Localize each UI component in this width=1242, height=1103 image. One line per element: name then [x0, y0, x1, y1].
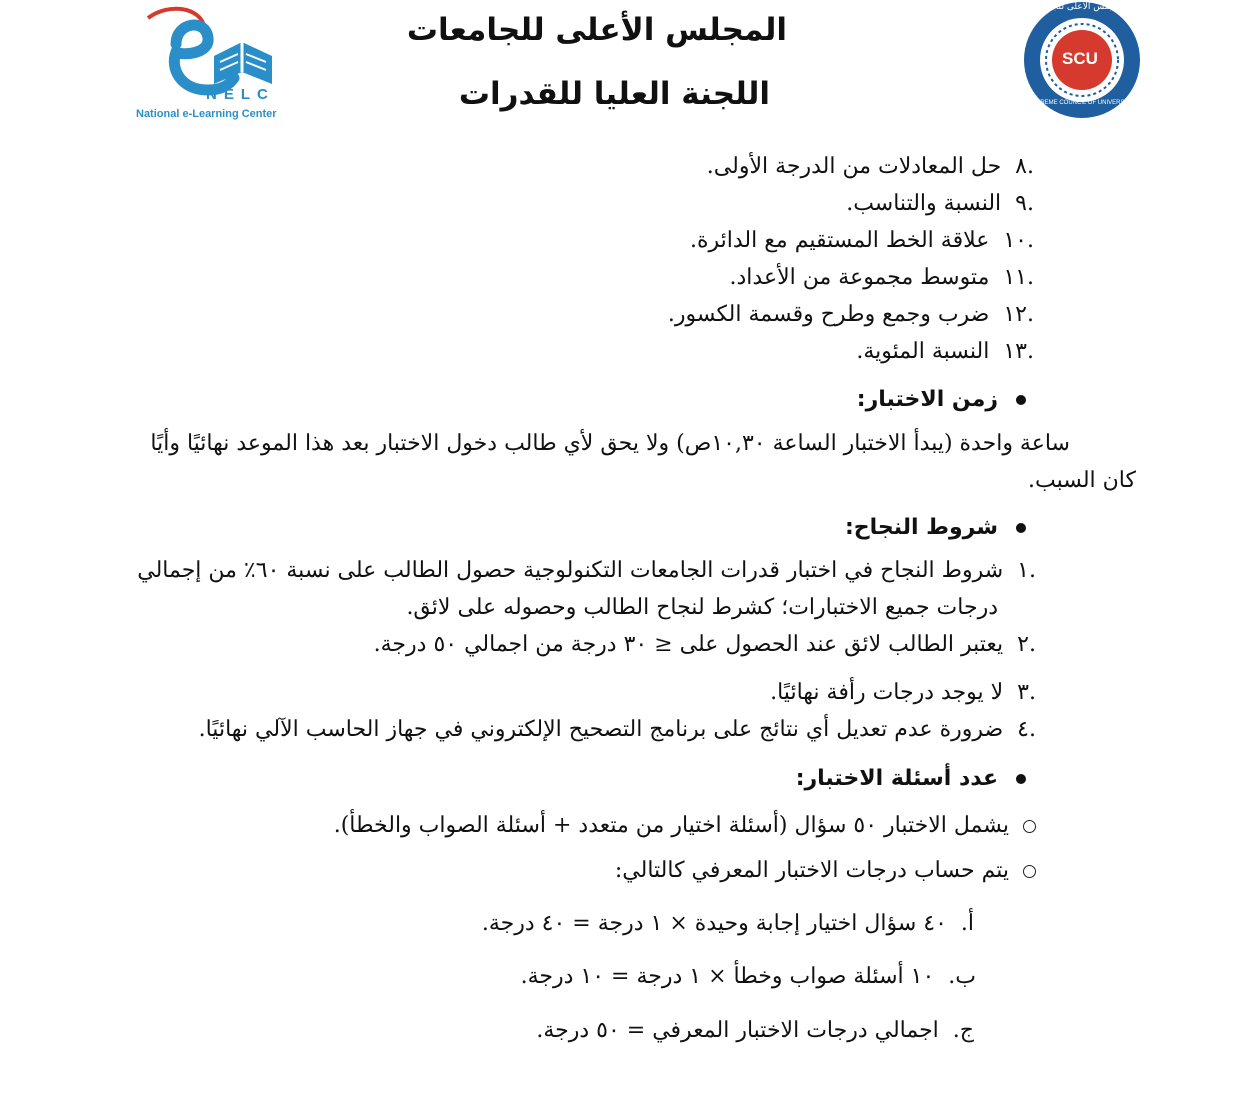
list-item: .٣لا يوجد درجات رأفة نهائيًا.: [770, 680, 1036, 705]
list-item: ب.١٠ أسئلة صواب وخطأ × ١ درجة = ١٠ درجة.: [520, 964, 976, 989]
scu-logo: [1018, 0, 1146, 122]
section-heading-exam-time: زمن الاختبار:: [857, 385, 1026, 415]
list-item: .١٢ضرب وجمع وطرح وقسمة الكسور.: [667, 302, 1034, 327]
exam-time-text: ساعة واحدة (يبدأ الاختبار الساعة ١٠,٣٠ص) ولا يحق لأي طالب دخول الاختبار بعد هذا الموعد نهائيًا وأيًا: [150, 431, 1070, 456]
list-item: .٤ضرورة عدم تعديل أي نتائج على برنامج التصحيح الإلكتروني في جهاز الحاسب الآلي نهائيًا.: [198, 717, 1036, 742]
list-item: .١٠علاقة الخط المستقيم مع الدائرة.: [689, 228, 1034, 253]
circle-bullet-icon: [1023, 820, 1036, 833]
list-item: .٨حل المعادلات من الدرجة الأولى.: [706, 154, 1034, 179]
bullet-icon: [1016, 523, 1026, 533]
list-item: يشمل الاختبار ٥٠ سؤال (أسئلة اختيار من متعدد + أسئلة الصواب والخطأ).: [334, 811, 1036, 841]
nelc-full-name: National e-Learning Center: [136, 108, 277, 120]
list-item: .١١متوسط مجموعة من الأعداد.: [729, 265, 1034, 290]
scu-ring-text-en: SUPREME COUNCIL OF UNIVERSITIES: [1028, 100, 1140, 106]
bullet-icon: [1016, 774, 1026, 784]
section-heading-pass-conditions: شروط النجاح:: [845, 513, 1026, 543]
list-item: ج.اجمالي درجات الاختبار المعرفي = ٥٠ درجة.: [536, 1018, 974, 1043]
scu-ring-text-ar: المجلس الأعلى للجامعات: [1029, 2, 1124, 12]
list-item: درجات جميع الاختبارات؛ كشرط لنجاح الطالب وحصوله على لائق.: [406, 595, 998, 620]
bullet-icon: [1016, 395, 1026, 405]
list-item: .١شروط النجاح في اختبار قدرات الجامعات التكنولوجية حصول الطالب على نسبة ٦٠٪ من إجمالي: [137, 558, 1036, 583]
list-item: يتم حساب درجات الاختبار المعرفي كالتالي:: [615, 856, 1036, 886]
circle-bullet-icon: [1023, 865, 1036, 878]
scu-acronym: SCU: [1062, 49, 1098, 68]
page-title-council: المجلس الأعلى للجامعات: [406, 12, 787, 48]
exam-time-text: كان السبب.: [1027, 468, 1136, 493]
list-item: .٩النسبة والتناسب.: [846, 191, 1034, 216]
page-title-committee: اللجنة العليا للقدرات: [458, 76, 770, 112]
list-item: أ.٤٠ سؤال اختيار إجابة وحيدة × ١ درجة = ٤٠ درجة.: [481, 911, 974, 936]
nelc-logo: [130, 4, 290, 126]
section-heading-questions-count: عدد أسئلة الاختبار:: [796, 764, 1026, 794]
nelc-acronym: NELC: [206, 86, 275, 103]
list-item: .٢يعتبر الطالب لائق عند الحصول على ≤ ٣٠ درجة من اجمالي ٥٠ درجة.: [373, 632, 1036, 657]
list-item: .١٣النسبة المئوية.: [856, 339, 1034, 364]
